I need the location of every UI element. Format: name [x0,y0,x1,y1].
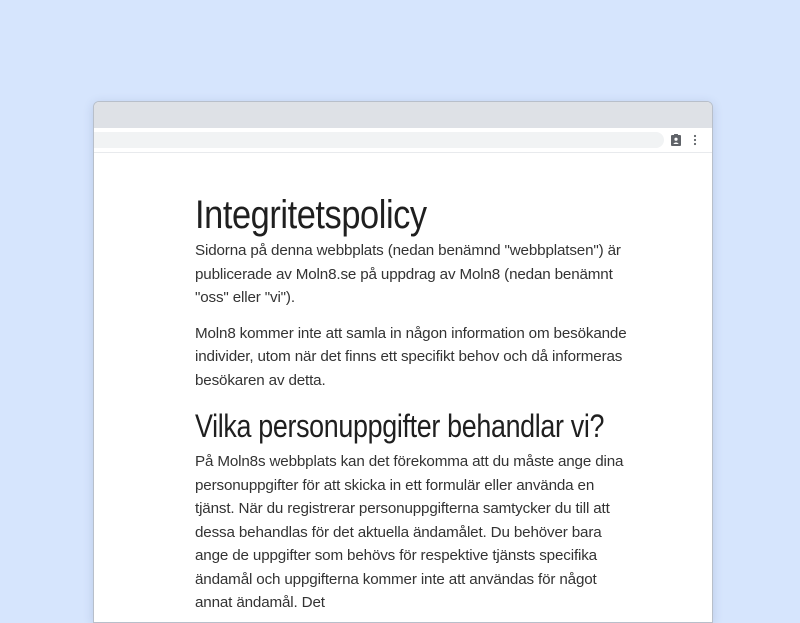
more-vert-icon[interactable] [692,134,698,146]
section-paragraph: På Moln8s webbplats kan det förekomma att du måste ange dina personuppgifter för att skicka in ett formulär eller använda en tjänst. När du registrerar personuppgifterna samtycker du till att dessa behandlas för det aktuella ändamålet. Du behöver bara ange de uppgifter som behövs för respektive tjänsts specifika ändamål och uppgifterna kommer inte att användas för något annat ändamål. Det [195,453,624,611]
browser-window [93,101,713,623]
browser-toolbar [94,128,712,153]
page-content [94,153,712,622]
policy-article [195,191,629,623]
contact-card-icon[interactable] [671,134,681,146]
address-bar[interactable] [93,132,664,148]
browser-titlebar [94,102,712,128]
page-title: Integritetspolicy [195,193,427,237]
intro-paragraph-1: Sidorna på denna webbplats (nedan benämnd "webbplatsen") är publicerade av Moln8.se på uppdrag av Moln8 (nedan benämnt "oss" eller "vi"). [195,242,621,306]
intro-paragraph-2: Moln8 kommer inte att samla in någon information om besökande individer, utom när det finns ett specifikt behov och då informeras besökaren av detta. [195,324,627,389]
section-heading: Vilka personuppgifter behandlar vi? [195,408,605,444]
